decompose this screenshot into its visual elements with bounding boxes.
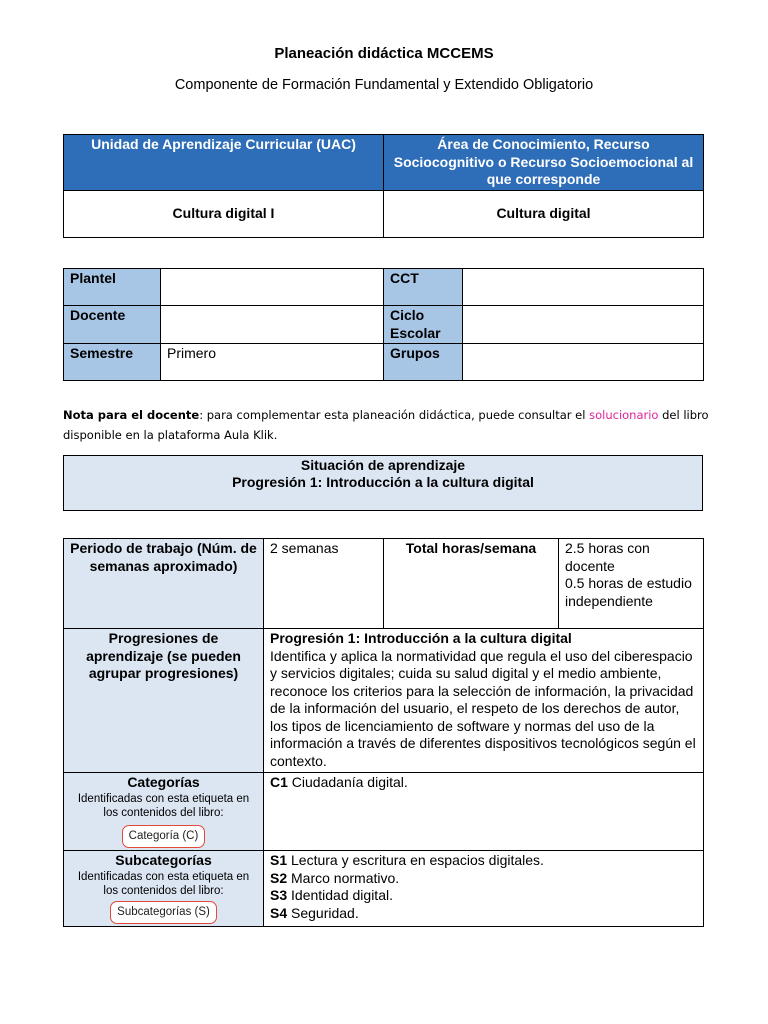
subcategoria-item: S2 Marco normativo. bbox=[270, 869, 400, 886]
page-title: Planeación didáctica MCCEMS bbox=[274, 45, 494, 62]
subcategoria-item: S1 Lectura y escritura en espacios digitales. bbox=[270, 852, 544, 868]
teacher-note bbox=[63, 405, 713, 445]
plantel-field[interactable] bbox=[161, 269, 384, 306]
categorias-note: Identificadas con esta etiqueta en los contenidos del libro: bbox=[77, 792, 250, 819]
progresiones-label: Progresiones de aprendizaje (se pueden agrupar progresiones) bbox=[64, 629, 264, 773]
progresion-text: Identifica y aplica la normatividad que regula el uso del ciberespacio y servicios digitales; cuida su salud digital y el medio ambiente, reconoce los criterios para la selección de información, la privacidad de la información del usuario, el respeto de los derechos de autor, los tipos de licenciamiento de software y normas del uso de la información a través de diferentes dispositivos tecnológicos según el contexto. bbox=[270, 647, 696, 769]
ciclo-field[interactable] bbox=[463, 306, 704, 344]
subcategoria-item: S3 Identidad digital. bbox=[270, 887, 393, 903]
docente-field[interactable] bbox=[161, 306, 384, 344]
page-subtitle: Componente de Formación Fundamental y Extendido Obligatorio bbox=[174, 77, 594, 93]
horas-docente: 2.5 horas con docente bbox=[565, 540, 650, 574]
subcategorias-label-cell bbox=[64, 851, 264, 927]
categorias-value bbox=[264, 773, 704, 851]
periodo-value: 2 semanas bbox=[264, 539, 384, 629]
subcategoria-item: S4 Seguridad. bbox=[270, 904, 359, 921]
total-horas-value bbox=[559, 539, 704, 629]
situacion-title: Situación de aprendizaje bbox=[300, 457, 466, 473]
info-table bbox=[63, 268, 704, 381]
semestre-label: Semestre bbox=[64, 344, 161, 381]
ciclo-label: Ciclo Escolar bbox=[384, 306, 463, 344]
area-value: Cultura digital bbox=[384, 191, 704, 238]
situacion-box bbox=[63, 455, 703, 511]
periodo-label: Periodo de trabajo (Núm. de semanas aproximado) bbox=[64, 539, 264, 629]
planning-table bbox=[63, 538, 704, 927]
subcategorias-note: Identificadas con esta etiqueta en los contenidos del libro: bbox=[77, 870, 250, 897]
categoria-tag: Categoría (C) bbox=[122, 825, 206, 849]
categorias-label-cell bbox=[64, 773, 264, 851]
categorias-label: Categorías bbox=[127, 774, 200, 790]
solucionario-link[interactable]: solucionario bbox=[589, 408, 659, 422]
progresion-title: Progresión 1: Introducción a la cultura digital bbox=[270, 630, 572, 646]
subcategorias-value bbox=[264, 851, 704, 927]
docente-label: Docente bbox=[64, 306, 161, 344]
horas-independiente: 0.5 horas de estudio independiente bbox=[565, 575, 692, 609]
grupos-label: Grupos bbox=[384, 344, 463, 381]
grupos-field[interactable] bbox=[463, 344, 704, 381]
note-text-before: : para complementar esta planeación didáctica, puede consultar el bbox=[199, 408, 590, 422]
cct-field[interactable] bbox=[463, 269, 704, 306]
uac-value: Cultura digital I bbox=[64, 191, 384, 238]
uac-header: Unidad de Aprendizaje Curricular (UAC) bbox=[64, 135, 384, 191]
cct-label: CCT bbox=[384, 269, 463, 306]
plantel-label: Plantel bbox=[64, 269, 161, 306]
total-horas-label: Total horas/semana bbox=[384, 539, 559, 629]
uac-table bbox=[63, 134, 704, 238]
note-lead: Nota para el docente bbox=[63, 408, 200, 422]
subcategorias-label: Subcategorías bbox=[115, 852, 212, 868]
semestre-field[interactable]: Primero bbox=[161, 344, 384, 381]
categoria-text: Ciudadanía digital. bbox=[287, 774, 408, 790]
area-header: Área de Conocimiento, Recurso Sociocognitivo o Recurso Socioemocional al que corresponde bbox=[384, 135, 704, 191]
note-text-after: del libro disponible en la plataforma Aula Klik. bbox=[63, 408, 709, 442]
progresiones-value bbox=[264, 629, 704, 773]
subcategoria-tag: Subcategorías (S) bbox=[110, 901, 217, 925]
situacion-progresion: Progresión 1: Introducción a la cultura digital bbox=[232, 474, 534, 490]
categoria-code: C1 bbox=[270, 774, 288, 790]
